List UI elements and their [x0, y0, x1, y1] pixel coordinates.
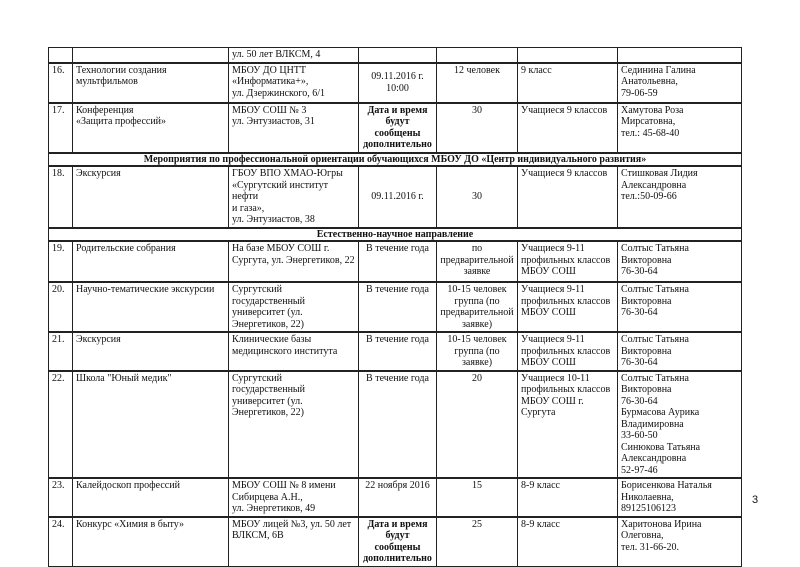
venue-cell: МБОУ лицей №3, ул. 50 лет ВЛКСМ, 6В — [229, 517, 359, 567]
contact-cell: Сединина Галина Анатольевна, 79-06-59 — [618, 63, 742, 103]
participants-cell: 25 — [437, 517, 518, 567]
participants-cell: по предварительной заявке — [437, 241, 518, 282]
participants-cell: 15 — [437, 478, 518, 517]
date-cell: Дата и время будут сообщены дополнительно — [359, 103, 437, 153]
table-row — [49, 48, 742, 63]
contact-cell: Солтыс Татьяна Викторовна 76-30-64 Бурмасова Аурика Владимировна 33-60-50 Синюкова Татьяна Александровна 52-97-46 — [618, 371, 742, 479]
event-name-cell: Технологии создания мультфильмов — [73, 63, 229, 103]
section-header-row — [49, 228, 742, 242]
events-table — [48, 47, 742, 567]
row-number-cell — [49, 48, 73, 63]
participants-cell: 30 — [437, 166, 518, 228]
row-number-cell: 20. — [49, 282, 73, 332]
audience-cell: Учащиеся 9-11 профильных классов МБОУ СОШ — [518, 241, 618, 282]
row-number-cell: 18. — [49, 166, 73, 228]
section-title: Мероприятия по профессиональной ориентации обучающихся МБОУ ДО «Центр индивидуального развития» — [49, 153, 742, 167]
event-name-cell: Конференция «Защита профессий» — [73, 103, 229, 153]
date-cell: Дата и время будут сообщены дополнительно — [359, 517, 437, 567]
date-cell — [359, 48, 437, 63]
event-name-cell: Экскурсия — [73, 166, 229, 228]
contact-cell: Солтыс Татьяна Викторовна 76-30-64 — [618, 241, 742, 282]
table-row — [49, 478, 742, 517]
contact-cell: Борисенкова Наталья Николаевна, 89125106123 — [618, 478, 742, 517]
venue-cell: Клинические базы медицинского института — [229, 332, 359, 371]
date-cell: 22 ноября 2016 — [359, 478, 437, 517]
events-table-body — [49, 48, 742, 567]
participants-cell: 30 — [437, 103, 518, 153]
event-name-cell: Калейдоскоп профессий — [73, 478, 229, 517]
row-number-cell: 16. — [49, 63, 73, 103]
date-cell: 09.11.2016 г. — [359, 166, 437, 228]
contact-cell: Хамутова Роза Мирсатовна, тел.: 45-68-40 — [618, 103, 742, 153]
venue-cell: МБОУ ДО ЦНТТ «Информатика+», ул. Дзержинского, 6/1 — [229, 63, 359, 103]
venue-cell: На базе МБОУ СОШ г. Сургута, ул. Энергетиков, 22 — [229, 241, 359, 282]
section-header-row — [49, 153, 742, 167]
row-number-cell: 24. — [49, 517, 73, 567]
venue-cell: МБОУ СОШ № 8 имени Сибирцева А.Н., ул. Энергетиков, 49 — [229, 478, 359, 517]
participants-cell: 10-15 человек группа (по предварительной заявке) — [437, 282, 518, 332]
audience-cell: Учащиеся 9 классов — [518, 103, 618, 153]
table-row — [49, 332, 742, 371]
audience-cell: 8-9 класс — [518, 517, 618, 567]
table-row — [49, 103, 742, 153]
participants-cell — [437, 48, 518, 63]
venue-cell: ГБОУ ВПО ХМАО-Югры «Сургутский институт нефти и газа», ул. Энтузиастов, 38 — [229, 166, 359, 228]
date-cell: В течение года — [359, 282, 437, 332]
contact-cell: Стишковая Лидия Александровна тел.:50-09-66 — [618, 166, 742, 228]
event-name-cell: Экскурсия — [73, 332, 229, 371]
row-number-cell: 23. — [49, 478, 73, 517]
table-row — [49, 517, 742, 567]
contact-cell — [618, 48, 742, 63]
audience-cell: Учащиеся 9-11 профильных классов МБОУ СОШ — [518, 282, 618, 332]
event-name-cell: Школа "Юный медик" — [73, 371, 229, 479]
table-row — [49, 166, 742, 228]
audience-cell: 9 класс — [518, 63, 618, 103]
event-name-cell: Конкурс «Химия в быту» — [73, 517, 229, 567]
table-row — [49, 63, 742, 103]
participants-cell: 20 — [437, 371, 518, 479]
date-cell: В течение года — [359, 241, 437, 282]
audience-cell — [518, 48, 618, 63]
row-number-cell: 21. — [49, 332, 73, 371]
table-row — [49, 241, 742, 282]
venue-cell: ул. 50 лет ВЛКСМ, 4 — [229, 48, 359, 63]
row-number-cell: 22. — [49, 371, 73, 479]
audience-cell: 8-9 класс — [518, 478, 618, 517]
contact-cell: Солтыс Татьяна Викторовна 76-30-64 — [618, 332, 742, 371]
audience-cell: Учащиеся 10-11 профильных классов МБОУ СОШ г. Сургута — [518, 371, 618, 479]
table-row — [49, 282, 742, 332]
contact-cell: Харитонова Ирина Олеговна, тел. 31-66-20. — [618, 517, 742, 567]
participants-cell: 10-15 человек группа (по заявке) — [437, 332, 518, 371]
event-name-cell: Научно-тематические экскурсии — [73, 282, 229, 332]
row-number-cell: 17. — [49, 103, 73, 153]
page-number: 3 — [752, 494, 759, 506]
event-name-cell: Родительские собрания — [73, 241, 229, 282]
table-row — [49, 371, 742, 479]
contact-cell: Солтыс Татьяна Викторовна 76-30-64 — [618, 282, 742, 332]
date-cell: В течение года — [359, 332, 437, 371]
participants-cell: 12 человек — [437, 63, 518, 103]
date-cell: В течение года — [359, 371, 437, 479]
section-title: Естественно-научное направление — [49, 228, 742, 242]
venue-cell: Сургутский государственный университет (ул. Энергетиков, 22) — [229, 282, 359, 332]
date-cell: 09.11.2016 г. 10:00 — [359, 63, 437, 103]
audience-cell: Учащиеся 9-11 профильных классов МБОУ СОШ — [518, 332, 618, 371]
venue-cell: Сургутский государственный университет (ул. Энергетиков, 22) — [229, 371, 359, 479]
venue-cell: МБОУ СОШ № 3 ул. Энтузиастов, 31 — [229, 103, 359, 153]
event-name-cell — [73, 48, 229, 63]
audience-cell: Учащиеся 9 классов — [518, 166, 618, 228]
row-number-cell: 19. — [49, 241, 73, 282]
